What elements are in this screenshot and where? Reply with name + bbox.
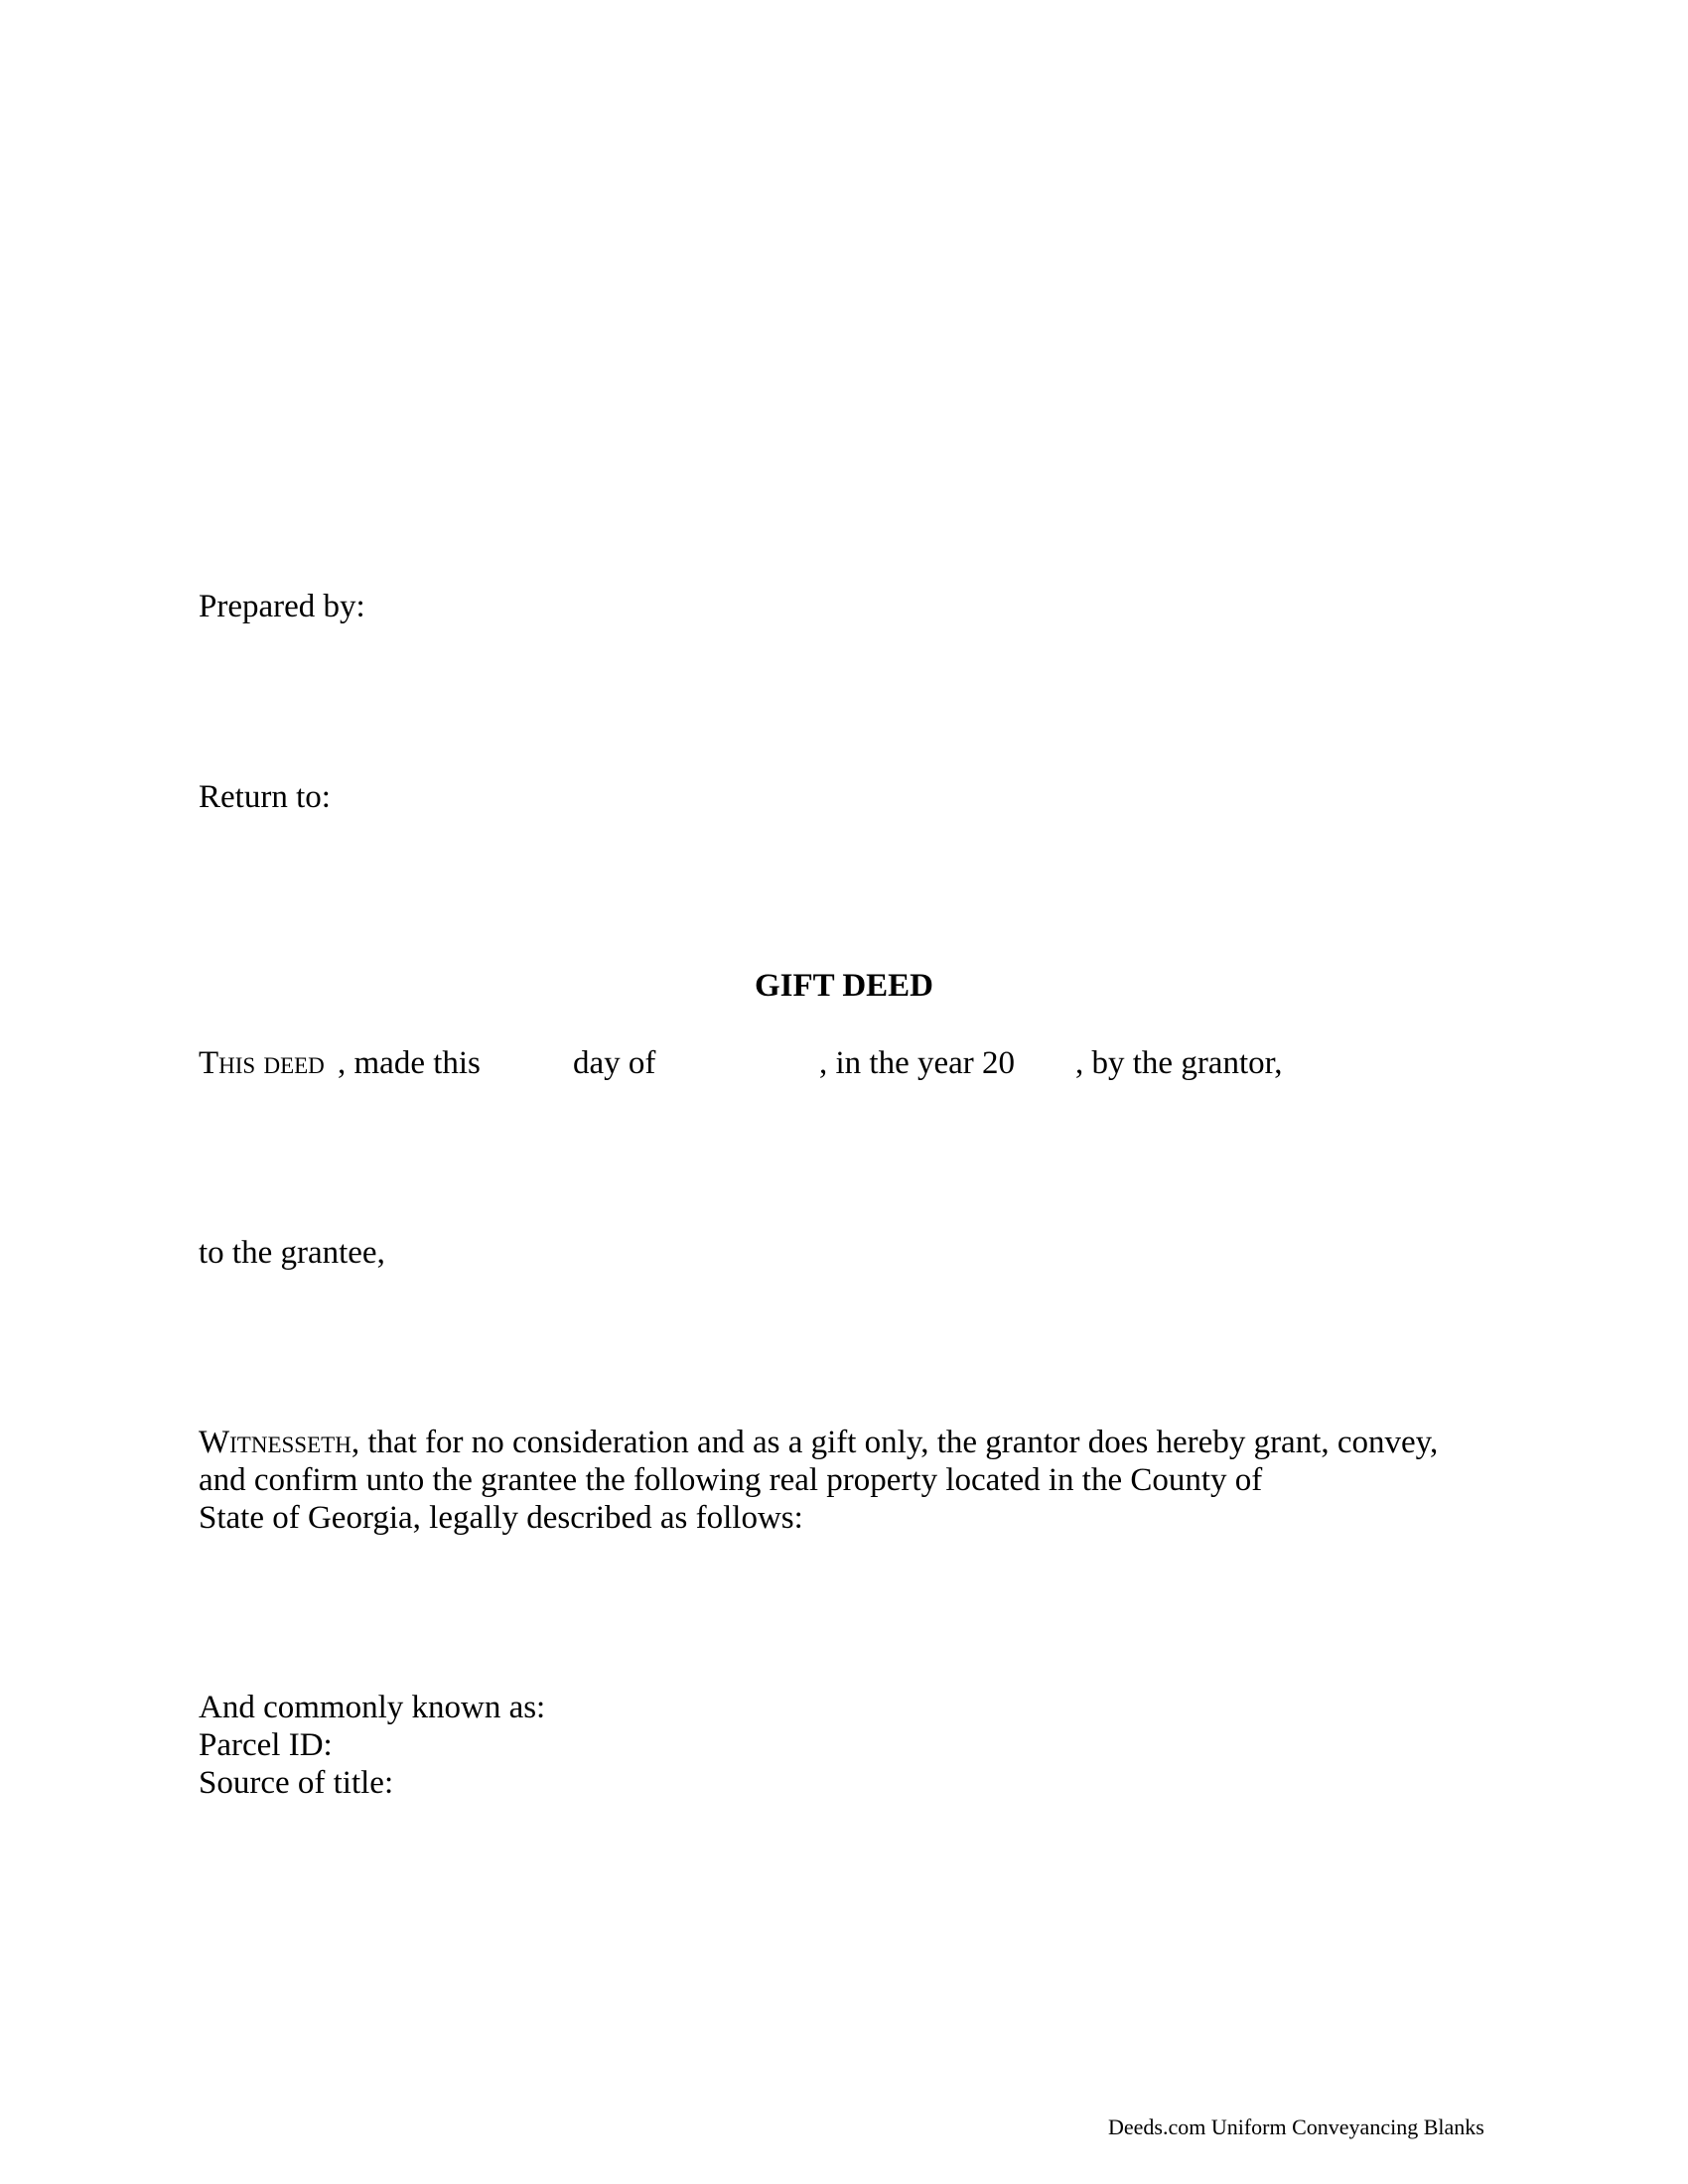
by-grantor-text: , by the grantor, [1075,1045,1283,1081]
witnesseth-keyword: Witnesseth [199,1425,352,1460]
deed-date-line [199,1044,1390,1084]
witnesseth-line-1-rest: , that for no consideration and as a gift only, the grantor does hereby grant, convey, [351,1425,1439,1460]
made-this-text: , made this [338,1045,481,1081]
footer-text: Deeds.com Uniform Conveyancing Blanks [1108,2115,1484,2139]
witnesseth-line-3: State of Georgia, legally described as follows: [199,1500,803,1536]
commonly-known-as-label: And commonly known as: [199,1690,546,1725]
witnesseth-line-2: and confirm unto the grantee the following real property located in the County of [199,1462,1263,1498]
to-grantee-text: to the grantee, [199,1235,385,1271]
in-the-year-text: , in the year 20 [819,1045,1016,1081]
day-of-text: day of [573,1045,656,1081]
this-deed-text: This deed [199,1045,325,1081]
return-to-label: Return to: [199,779,331,815]
witnesseth-line-1 [199,1424,1438,1461]
prepared-by-label: Prepared by: [199,589,365,624]
source-of-title-label: Source of title: [199,1765,394,1801]
parcel-id-label: Parcel ID: [199,1727,333,1763]
document-title: GIFT DEED [754,968,934,1004]
